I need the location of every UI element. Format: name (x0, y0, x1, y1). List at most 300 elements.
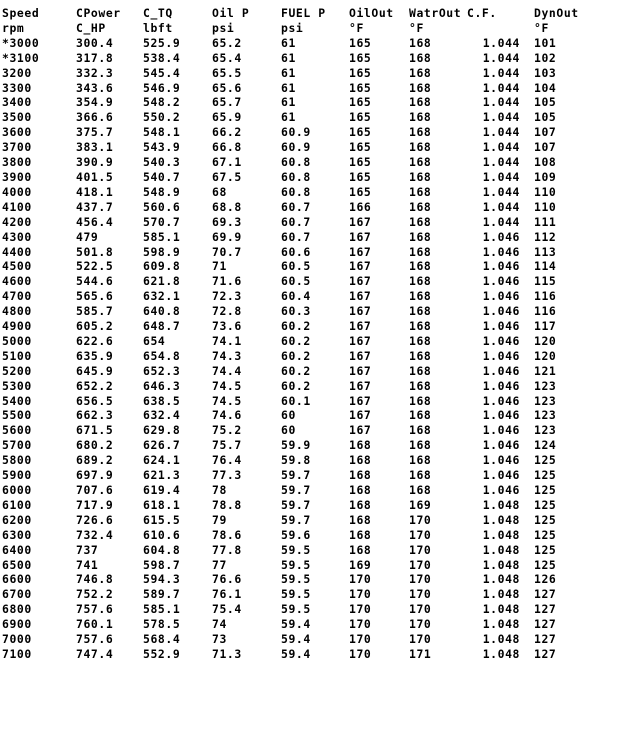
cell-dyn-out: 125 (534, 468, 557, 483)
cell-dyn-out: 115 (534, 274, 557, 289)
cell-oil-out: 165 (349, 35, 372, 50)
cell-c-tq: 618.1 (143, 497, 181, 512)
cell-speed: 6800 (2, 602, 32, 617)
cell-cf: 1.044 (482, 155, 520, 170)
cell-cpower: 656.5 (76, 393, 114, 408)
cell-fuel-p: 60.2 (281, 348, 311, 363)
cell-watr-out: 168 (409, 140, 432, 155)
cell-cf: 1.046 (482, 259, 520, 274)
cell-speed: 6600 (2, 572, 32, 587)
cell-oil-out: 165 (349, 125, 372, 140)
cell-oil-out: 168 (349, 527, 372, 542)
cell-fuel-p: 59.6 (281, 527, 311, 542)
cell-oil-out: 166 (349, 199, 372, 214)
cell-dyn-out: 103 (534, 65, 557, 80)
cell-oil-out: 170 (349, 617, 372, 632)
cell-c-tq: 546.9 (143, 80, 181, 95)
cell-oil-p: 65.9 (212, 110, 242, 125)
table-row (2, 453, 594, 468)
cell-dyn-out: 127 (534, 617, 557, 632)
cell-speed: *3000 (2, 35, 40, 50)
cell-cf: 1.046 (482, 304, 520, 319)
cell-oil-p: 68.8 (212, 199, 242, 214)
cell-oil-out: 167 (349, 393, 372, 408)
header-labels-row (2, 6, 594, 21)
table-row (2, 379, 594, 394)
cell-oil-p: 74.6 (212, 408, 242, 423)
cell-c-tq: 568.4 (143, 632, 181, 647)
cell-cpower: 757.6 (76, 632, 114, 647)
cell-watr-out: 168 (409, 229, 432, 244)
table-row (2, 543, 594, 558)
cell-oil-out: 165 (349, 65, 372, 80)
cell-fuel-p: 60.2 (281, 363, 311, 378)
cell-speed: 6400 (2, 542, 32, 557)
cell-fuel-p: 60 (281, 423, 296, 438)
cell-speed: 5600 (2, 423, 32, 438)
cell-cpower: 741 (76, 557, 99, 572)
cell-watr-out: 170 (409, 527, 432, 542)
unit-fuel-p: psi (281, 20, 304, 35)
cell-oil-p: 71 (212, 259, 227, 274)
cell-oil-out: 167 (349, 378, 372, 393)
cell-watr-out: 170 (409, 602, 432, 617)
cell-fuel-p: 61 (281, 65, 296, 80)
cell-oil-p: 65.2 (212, 35, 242, 50)
cell-oil-p: 76.6 (212, 572, 242, 587)
cell-fuel-p: 59.9 (281, 438, 311, 453)
table-row (2, 200, 594, 215)
table-row (2, 245, 594, 260)
cell-fuel-p: 59.5 (281, 587, 311, 602)
cell-c-tq: 632.1 (143, 289, 181, 304)
cell-cf: 1.046 (482, 408, 520, 423)
cell-oil-out: 168 (349, 468, 372, 483)
unit-oil-p: psi (212, 20, 235, 35)
cell-cpower: 585.7 (76, 304, 114, 319)
cell-watr-out: 170 (409, 542, 432, 557)
cell-dyn-out: 109 (534, 169, 557, 184)
cell-watr-out: 168 (409, 95, 432, 110)
cell-oil-out: 165 (349, 95, 372, 110)
cell-fuel-p: 61 (281, 50, 296, 65)
cell-cpower: 418.1 (76, 184, 114, 199)
header-units-row (2, 21, 594, 36)
cell-oil-out: 165 (349, 155, 372, 170)
cell-c-tq: 585.1 (143, 229, 181, 244)
cell-dyn-out: 121 (534, 363, 557, 378)
cell-dyn-out: 104 (534, 80, 557, 95)
cell-fuel-p: 60.5 (281, 274, 311, 289)
cell-watr-out: 168 (409, 363, 432, 378)
cell-watr-out: 171 (409, 646, 432, 661)
cell-oil-out: 167 (349, 274, 372, 289)
table-row (2, 81, 594, 96)
cell-cf: 1.046 (482, 378, 520, 393)
cell-dyn-out: 105 (534, 110, 557, 125)
cell-oil-out: 165 (349, 80, 372, 95)
cell-watr-out: 170 (409, 572, 432, 587)
cell-cpower: 605.2 (76, 319, 114, 334)
cell-dyn-out: 125 (534, 512, 557, 527)
cell-speed: 4800 (2, 304, 32, 319)
cell-speed: 4500 (2, 259, 32, 274)
cell-dyn-out: 123 (534, 423, 557, 438)
cell-fuel-p: 59.5 (281, 542, 311, 557)
table-row (2, 110, 594, 125)
cell-watr-out: 168 (409, 483, 432, 497)
cell-watr-out: 168 (409, 155, 432, 170)
cell-watr-out: 168 (409, 289, 432, 304)
cell-speed: 4100 (2, 199, 32, 214)
table-row (2, 423, 594, 438)
header-oil-out: OilOut (349, 6, 394, 20)
cell-cpower: 645.9 (76, 363, 114, 378)
cell-cpower: 366.6 (76, 110, 114, 125)
cell-dyn-out: 125 (534, 557, 557, 572)
cell-cpower: 437.7 (76, 199, 114, 214)
cell-cpower: 332.3 (76, 65, 114, 80)
cell-c-tq: 543.9 (143, 140, 181, 155)
cell-cf: 1.044 (482, 140, 520, 155)
cell-speed: 3300 (2, 80, 32, 95)
cell-watr-out: 168 (409, 65, 432, 80)
table-row (2, 66, 594, 81)
cell-oil-p: 74.4 (212, 363, 242, 378)
cell-c-tq: 654.8 (143, 348, 181, 363)
cell-c-tq: 538.4 (143, 50, 181, 65)
cell-fuel-p: 59.7 (281, 512, 311, 527)
cell-fuel-p: 59.4 (281, 617, 311, 632)
cell-cpower: 680.2 (76, 438, 114, 453)
cell-cpower: 343.6 (76, 80, 114, 95)
cell-c-tq: 540.3 (143, 155, 181, 170)
cell-dyn-out: 127 (534, 602, 557, 617)
cell-dyn-out: 113 (534, 244, 557, 259)
cell-speed: 4700 (2, 289, 32, 304)
cell-dyn-out: 108 (534, 155, 557, 170)
cell-watr-out: 168 (409, 259, 432, 274)
cell-fuel-p: 60.2 (281, 319, 311, 334)
cell-cpower: 501.8 (76, 244, 114, 259)
cell-watr-out: 168 (409, 274, 432, 289)
cell-oil-p: 77.3 (212, 468, 242, 483)
cell-watr-out: 168 (409, 80, 432, 95)
cell-dyn-out: 105 (534, 95, 557, 110)
cell-fuel-p: 59.7 (281, 468, 311, 483)
cell-c-tq: 632.4 (143, 408, 181, 423)
cell-oil-out: 167 (349, 304, 372, 319)
cell-c-tq: 548.9 (143, 184, 181, 199)
cell-oil-p: 76.4 (212, 453, 242, 468)
cell-cpower: 707.6 (76, 483, 114, 497)
cell-speed: 4000 (2, 184, 32, 199)
cell-speed: 3800 (2, 155, 32, 170)
cell-oil-out: 168 (349, 483, 372, 497)
cell-cf: 1.048 (482, 572, 520, 587)
cell-c-tq: 598.7 (143, 557, 181, 572)
cell-dyn-out: 125 (534, 527, 557, 542)
cell-c-tq: 624.1 (143, 453, 181, 468)
cell-watr-out: 170 (409, 632, 432, 647)
cell-fuel-p: 60.9 (281, 125, 311, 140)
cell-watr-out: 168 (409, 125, 432, 140)
cell-fuel-p: 60.8 (281, 184, 311, 199)
cell-dyn-out: 110 (534, 184, 557, 199)
cell-fuel-p: 59.5 (281, 557, 311, 572)
cell-cpower: 662.3 (76, 408, 114, 423)
cell-fuel-p: 60.3 (281, 304, 311, 319)
cell-speed: 3700 (2, 140, 32, 155)
cell-c-tq: 638.5 (143, 393, 181, 408)
cell-dyn-out: 123 (534, 393, 557, 408)
table-row (2, 185, 594, 200)
cell-dyn-out: 107 (534, 125, 557, 140)
cell-watr-out: 168 (409, 393, 432, 408)
cell-cpower: 565.6 (76, 289, 114, 304)
header-watr-out: WatrOut (409, 6, 462, 20)
cell-c-tq: 570.7 (143, 214, 181, 229)
table-row (2, 617, 594, 632)
cell-watr-out: 168 (409, 408, 432, 423)
cell-fuel-p: 59.4 (281, 632, 311, 647)
cell-oil-out: 168 (349, 512, 372, 527)
cell-fuel-p: 60.8 (281, 169, 311, 184)
cell-fuel-p: 60.5 (281, 259, 311, 274)
cell-watr-out: 168 (409, 423, 432, 438)
cell-cpower: 689.2 (76, 453, 114, 468)
cell-dyn-out: 107 (534, 140, 557, 155)
cell-watr-out: 168 (409, 50, 432, 65)
table-row (2, 36, 594, 51)
cell-cpower: 652.2 (76, 378, 114, 393)
cell-speed: 5500 (2, 408, 32, 423)
header-oil-p: Oil P (212, 6, 250, 20)
cell-cf: 1.046 (482, 363, 520, 378)
header-cf: C.F. (467, 6, 497, 20)
cell-cf: 1.046 (482, 333, 520, 348)
cell-speed: 3600 (2, 125, 32, 140)
header-dyn-out: DynOut (534, 6, 579, 20)
cell-cpower: 383.1 (76, 140, 114, 155)
cell-oil-out: 167 (349, 348, 372, 363)
cell-cpower: 375.7 (76, 125, 114, 140)
cell-cpower: 757.6 (76, 602, 114, 617)
cell-oil-out: 167 (349, 363, 372, 378)
cell-oil-out: 167 (349, 214, 372, 229)
table-header (2, 6, 594, 36)
cell-watr-out: 168 (409, 319, 432, 334)
cell-c-tq: 654 (143, 333, 166, 348)
cell-cf: 1.044 (482, 110, 520, 125)
cell-watr-out: 170 (409, 557, 432, 572)
cell-cf: 1.046 (482, 319, 520, 334)
cell-c-tq: 646.3 (143, 378, 181, 393)
cell-cf: 1.044 (482, 199, 520, 214)
cell-dyn-out: 111 (534, 214, 557, 229)
cell-dyn-out: 114 (534, 259, 557, 274)
cell-oil-out: 165 (349, 110, 372, 125)
cell-dyn-out: 112 (534, 229, 557, 244)
table-row (2, 230, 594, 245)
cell-speed: 5000 (2, 333, 32, 348)
cell-oil-p: 78 (212, 483, 227, 497)
table-row (2, 587, 594, 602)
table-row (2, 394, 594, 409)
cell-c-tq: 621.8 (143, 274, 181, 289)
cell-cf: 1.048 (482, 632, 520, 647)
table-row (2, 468, 594, 483)
cell-cpower: 746.8 (76, 572, 114, 587)
cell-oil-p: 72.8 (212, 304, 242, 319)
cell-speed: 6100 (2, 497, 32, 512)
cell-cpower: 390.9 (76, 155, 114, 170)
cell-fuel-p: 60.7 (281, 199, 311, 214)
cell-oil-out: 165 (349, 169, 372, 184)
cell-cpower: 354.9 (76, 95, 114, 110)
table-row (2, 498, 594, 513)
cell-fuel-p: 60 (281, 408, 296, 423)
cell-c-tq: 550.2 (143, 110, 181, 125)
cell-watr-out: 168 (409, 348, 432, 363)
cell-c-tq: 621.3 (143, 468, 181, 483)
cell-cpower: 622.6 (76, 333, 114, 348)
cell-watr-out: 168 (409, 169, 432, 184)
cell-c-tq: 589.7 (143, 587, 181, 602)
cell-oil-p: 72.3 (212, 289, 242, 304)
cell-fuel-p: 60.7 (281, 229, 311, 244)
cell-c-tq: 598.9 (143, 244, 181, 259)
cell-watr-out: 170 (409, 512, 432, 527)
cell-oil-p: 77 (212, 557, 227, 572)
cell-cf: 1.046 (482, 483, 520, 497)
unit-dyn-out: °F (534, 20, 549, 35)
cell-dyn-out: 116 (534, 289, 557, 304)
cell-c-tq: 652.3 (143, 363, 181, 378)
cell-oil-p: 78.8 (212, 497, 242, 512)
cell-oil-p: 66.2 (212, 125, 242, 140)
cell-c-tq: 609.8 (143, 259, 181, 274)
cell-fuel-p: 59.5 (281, 572, 311, 587)
table-row (2, 647, 594, 662)
cell-speed: 4400 (2, 244, 32, 259)
cell-cf: 1.048 (482, 542, 520, 557)
cell-watr-out: 170 (409, 617, 432, 632)
cell-watr-out: 169 (409, 497, 432, 512)
cell-dyn-out: 125 (534, 453, 557, 468)
cell-c-tq: 578.5 (143, 617, 181, 632)
cell-cf: 1.044 (482, 125, 520, 140)
cell-watr-out: 168 (409, 438, 432, 453)
cell-cf: 1.044 (482, 214, 520, 229)
cell-fuel-p: 61 (281, 80, 296, 95)
header-c-tq: C_TQ (143, 6, 173, 20)
cell-speed: 6300 (2, 527, 32, 542)
table-row (2, 408, 594, 423)
cell-c-tq: 585.1 (143, 602, 181, 617)
cell-cf: 1.046 (482, 438, 520, 453)
cell-dyn-out: 124 (534, 438, 557, 453)
cell-oil-out: 165 (349, 140, 372, 155)
cell-speed: 4200 (2, 214, 32, 229)
cell-watr-out: 168 (409, 333, 432, 348)
cell-fuel-p: 59.7 (281, 483, 311, 497)
table-row (2, 304, 594, 319)
cell-dyn-out: 120 (534, 333, 557, 348)
cell-oil-out: 170 (349, 632, 372, 647)
cell-speed: 6700 (2, 587, 32, 602)
table-body (2, 36, 594, 662)
cell-dyn-out: 117 (534, 319, 557, 334)
cell-oil-p: 69.9 (212, 229, 242, 244)
cell-speed: 7000 (2, 632, 32, 647)
cell-fuel-p: 59.5 (281, 602, 311, 617)
cell-oil-p: 68 (212, 184, 227, 199)
cell-oil-out: 167 (349, 408, 372, 423)
table-row (2, 289, 594, 304)
cell-oil-out: 169 (349, 557, 372, 572)
cell-cf: 1.046 (482, 393, 520, 408)
cell-fuel-p: 60.4 (281, 289, 311, 304)
cell-c-tq: 604.8 (143, 542, 181, 557)
cell-cpower: 752.2 (76, 587, 114, 602)
cell-oil-p: 75.4 (212, 602, 242, 617)
cell-fuel-p: 61 (281, 35, 296, 50)
cell-cpower: 726.6 (76, 512, 114, 527)
cell-fuel-p: 59.7 (281, 497, 311, 512)
cell-watr-out: 168 (409, 468, 432, 483)
cell-cf: 1.044 (482, 35, 520, 50)
table-row (2, 632, 594, 647)
cell-dyn-out: 110 (534, 199, 557, 214)
cell-oil-p: 73.6 (212, 319, 242, 334)
cell-cf: 1.048 (482, 497, 520, 512)
dyno-data-table (2, 6, 594, 662)
table-row (2, 319, 594, 334)
cell-cf: 1.048 (482, 512, 520, 527)
cell-cf: 1.044 (482, 50, 520, 65)
cell-oil-out: 167 (349, 333, 372, 348)
cell-watr-out: 168 (409, 184, 432, 199)
cell-watr-out: 168 (409, 378, 432, 393)
table-row (2, 274, 594, 289)
cell-dyn-out: 101 (534, 35, 557, 50)
cell-oil-p: 70.7 (212, 244, 242, 259)
cell-oil-p: 79 (212, 512, 227, 527)
table-row (2, 140, 594, 155)
cell-oil-p: 74 (212, 617, 227, 632)
cell-speed: 5800 (2, 453, 32, 468)
unit-oil-out: °F (349, 20, 364, 35)
cell-cf: 1.046 (482, 423, 520, 438)
cell-dyn-out: 102 (534, 50, 557, 65)
table-row (2, 513, 594, 528)
cell-speed: *3100 (2, 50, 40, 65)
cell-cpower: 456.4 (76, 214, 114, 229)
cell-c-tq: 548.1 (143, 125, 181, 140)
cell-c-tq: 615.5 (143, 512, 181, 527)
table-row (2, 95, 594, 110)
cell-speed: 3400 (2, 95, 32, 110)
cell-oil-p: 67.5 (212, 169, 242, 184)
table-row (2, 483, 594, 498)
cell-oil-p: 65.6 (212, 80, 242, 95)
header-speed: Speed (2, 6, 40, 20)
cell-c-tq: 560.6 (143, 199, 181, 214)
cell-cf: 1.046 (482, 468, 520, 483)
cell-oil-out: 167 (349, 319, 372, 334)
table-row (2, 602, 594, 617)
